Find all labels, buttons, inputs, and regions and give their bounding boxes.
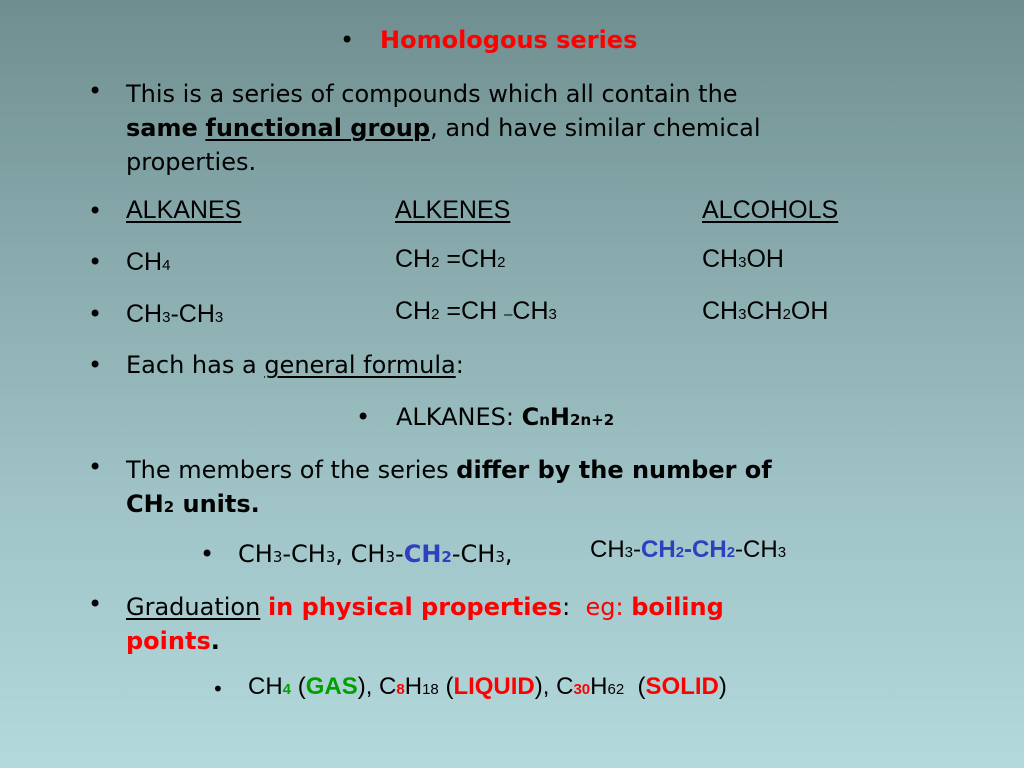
states-example: CH4 (GAS), C8H18 (LIQUID), C30H62 (SOLID) <box>248 673 727 700</box>
bullet: • <box>88 77 103 105</box>
bullet: • <box>88 248 103 276</box>
alkanes-header: ALKANES <box>126 196 242 224</box>
definition-text <box>126 77 761 179</box>
series-example: CH3-CH3, CH3-CH2-CH3, <box>238 540 513 568</box>
methane-formula: CH4 <box>126 248 171 276</box>
bullet: • <box>88 300 103 328</box>
functional-group-text: functional group <box>205 114 431 142</box>
bullet: • <box>88 197 103 225</box>
same-text: same <box>126 114 198 142</box>
definition-line-3: properties. <box>126 148 257 176</box>
graduation-text: Graduation in physical properties: eg: boiling points. <box>126 593 724 655</box>
alkenes-header: ALKENES <box>395 196 511 224</box>
bullet: • <box>88 590 103 618</box>
general-formula-line: Each has a general formula: <box>126 351 464 379</box>
alkanes-general-formula: ALKANES: CnH2n+2 <box>396 403 615 431</box>
ethanol-formula: CH3CH2OH <box>702 297 829 325</box>
bullet: • <box>200 540 215 568</box>
propene-formula: CH2 =CH –CH3 <box>395 297 557 325</box>
bullet: • <box>88 351 103 379</box>
definition-rest: , and have similar chemical <box>430 114 761 142</box>
alcohols-header: ALCOHOLS <box>702 196 839 224</box>
bullet: • <box>340 26 355 54</box>
definition-line-1: This is a series of compounds which all contain the <box>126 80 738 108</box>
slide-title: Homologous series <box>380 26 638 54</box>
bullet: • <box>356 403 371 431</box>
methanol-formula: CH3OH <box>702 245 784 273</box>
differ-text: The members of the series differ by the number of CH2 units. <box>126 456 772 518</box>
butane-example: CH3-CH2-CH2-CH3 <box>590 536 787 563</box>
general-formula-text: general formula <box>264 351 456 379</box>
bullet: • <box>212 677 224 701</box>
bullet: • <box>88 453 103 481</box>
ethane-formula: CH3-CH3 <box>126 300 224 328</box>
ethene-formula: CH2 =CH2 <box>395 245 506 273</box>
definition-line-2 <box>126 111 761 145</box>
